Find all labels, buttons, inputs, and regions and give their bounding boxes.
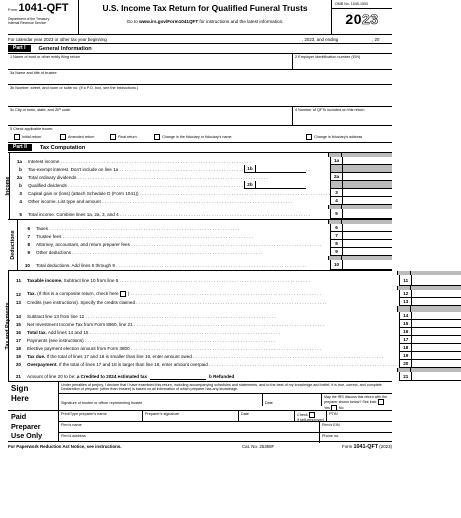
line-21b-amount[interactable]: [411, 372, 461, 381]
city-state-zip-field[interactable]: 3c City or town, state, and ZIP code: [8, 107, 293, 125]
form-title: U.S. Income Tax Return for Qualified Funeral Trusts: [102, 3, 308, 13]
fiduciary-name-change-checkbox[interactable]: Change in the fiduciary or fiduciary's name: [154, 134, 306, 140]
sign-date-field[interactable]: Date: [263, 394, 322, 406]
paid-preparer-section: [8, 411, 392, 442]
form-header: [8, 0, 392, 35]
part1-title: General Information: [38, 45, 92, 52]
instructions-link-line: Go to www.irs.gov/Form1041QFT for instructions and the latest information.: [126, 19, 284, 24]
check-boxes-label: 5 Check applicable boxes:: [10, 127, 54, 131]
line-2b-amount[interactable]: [256, 181, 306, 189]
line-12-amount[interactable]: [411, 290, 461, 298]
ptin-field[interactable]: PTIN: [329, 412, 338, 416]
line-3: 3 Capital gain or (loss) (attach Schedule D (Form 1041)) . . . 3: [10, 189, 392, 197]
line-2a: 2a Total ordinary dividends . . . 2a: [10, 173, 392, 181]
line-8: 8 Attorney, accountant, and return preparer fees . . . 8: [18, 240, 392, 248]
line-1b: b Tax-exempt interest. Don't include on line 1a . . . 1b: [10, 165, 392, 173]
street-address-field[interactable]: 3b Number, street, and room or suite no. (If a P.O. box, see the instructions.): [10, 86, 139, 90]
line-2b: b Qualified dividends . . . 2b: [10, 181, 392, 189]
line-13: 13 Credits (see instructions). Specify the credits claimed . . . 13: [9, 298, 461, 306]
line-8-amount[interactable]: [342, 240, 392, 248]
income-section: [5, 153, 392, 220]
part2-label: Part II: [8, 144, 32, 151]
line-12: 12 Tax. (If this is a composite return, check here ) . . . 12: [9, 290, 461, 298]
composite-return-checkbox[interactable]: [120, 291, 126, 297]
line-9-amount[interactable]: [342, 248, 392, 256]
line-2a-amount[interactable]: [342, 173, 392, 181]
form-footer: [8, 442, 392, 450]
line-20-amount[interactable]: [411, 360, 461, 368]
form-page: [5, 0, 409, 450]
discuss-yes-checkbox[interactable]: [378, 399, 384, 405]
form-number: 1041-QFT: [18, 2, 69, 14]
part1-header: [8, 44, 392, 54]
line-6: 6 Taxes . . . 6: [18, 224, 392, 232]
firm-address-field[interactable]: Firm's address: [59, 433, 320, 443]
tax-payments-label: Tax and Payments: [5, 302, 11, 350]
line-21: 21 Amount of line 20 to be: a Credited to 2024 estimated tax b Refunded 21: [9, 372, 461, 381]
irs-name: Internal Revenue Service: [8, 21, 47, 25]
trustee-signature-field[interactable]: Signature of trustee or officer representing trustee: [59, 394, 263, 406]
self-employed-checkbox[interactable]: Check if self-employed: [295, 411, 327, 421]
final-return-checkbox[interactable]: Final return: [110, 134, 154, 140]
amended-return-checkbox[interactable]: Amended return: [60, 134, 110, 140]
irs-discuss-box: May the IRS discuss this return with the preparer shown below? See instr. Yes No: [324, 394, 388, 410]
initial-return-checkbox[interactable]: Initial return: [14, 134, 60, 140]
line-19-amount[interactable]: [411, 352, 461, 360]
line-17-amount[interactable]: [411, 336, 461, 344]
firm-name-field[interactable]: Firm's name: [59, 422, 320, 432]
line-21a-amount[interactable]: [150, 374, 206, 380]
line-5: 5 Total income. Combine lines 1a, 2a, 3, and 4 . . . 5: [10, 209, 392, 219]
line-4-amount[interactable]: [342, 197, 392, 205]
line-18: 18 Elective payment election amount from Form 3800 . . . 18: [9, 344, 461, 352]
department: Department of the Treasury: [8, 17, 50, 21]
firm-ein-field[interactable]: Firm's EIN: [322, 423, 340, 427]
line-20: 20 Overpayment. If the total of lines 17 and 18 is larger than line 16, enter amount overpaid . . . 20: [9, 360, 461, 368]
omb-number: OMB No. 1545-1593: [332, 0, 392, 9]
line-16-amount[interactable]: [411, 328, 461, 336]
fiduciary-address-change-checkbox[interactable]: Change in fiduciary's address: [306, 134, 362, 140]
line-9: 9 Other deductions . . . 9: [18, 248, 392, 256]
line-14: 14 Subtract line 13 from line 12 . . . 14: [9, 312, 461, 320]
line-11: 11 Taxable income. Subtract line 10 from line 5 . . . 11: [9, 275, 461, 286]
line-7: 7 Trustee fees . . . 7: [18, 232, 392, 240]
phone-field[interactable]: Phone no.: [322, 434, 340, 438]
catalog-number: Cat. No. 25368F: [242, 444, 275, 449]
line-16: 16 Total tax. Add lines 14 and 15 . . . 16: [9, 328, 461, 336]
part2-title: Tax Computation: [39, 144, 86, 151]
line-1a-amount[interactable]: [342, 157, 392, 165]
deductions-section: [8, 220, 392, 271]
line-15: 15 Net Investment Income Tax from Form 8960, line 21 . . . 15: [9, 320, 461, 328]
line-10-amount[interactable]: [342, 260, 392, 270]
form-label: Form: [8, 7, 18, 12]
line-6-amount[interactable]: [342, 224, 392, 232]
line-14-amount[interactable]: [411, 312, 461, 320]
footer-form-id: Form 1041-QFT (2023): [342, 444, 392, 450]
part2-header: [8, 143, 392, 153]
instructions-link[interactable]: www.irs.gov/Form1041QFT: [139, 19, 199, 24]
preparer-signature-field[interactable]: Preparer's signature: [143, 411, 239, 421]
line-5-amount[interactable]: [342, 209, 392, 219]
line-11-amount[interactable]: [411, 275, 461, 286]
line-1a: 1a Interest income . . . 1a: [10, 157, 392, 165]
calendar-year-line: For calendar year 2023 or other tax year beginning , 2023, and ending , 20: [8, 35, 392, 44]
line-19: 19 Tax due. If the total of lines 17 and 18 is smaller than line 16, enter amount owed . . . 19: [9, 352, 461, 360]
preparer-name-field[interactable]: Print/Type preparer's name: [59, 411, 143, 421]
line-18-amount[interactable]: [411, 344, 461, 352]
deductions-label: Deductions: [9, 230, 16, 260]
perjury-statement: Under penalties of perjury, I declare that I have examined this return, including accompanying schedules and statements, and to the best of my knowledge and belief, it is true, correct, and complete. Declaration of preparer (other than trustee) is based on all information of which preparer has any knowledge.: [61, 383, 383, 392]
qft-count-field[interactable]: 4 Number of QFTs included on this return: [295, 108, 365, 112]
line-10: 10 Total deductions. Add lines 6 through 9 . . . 10: [18, 260, 392, 270]
line-7-amount[interactable]: [342, 232, 392, 240]
trust-name-field[interactable]: 1 Name of trust or other entity filing return: [8, 54, 293, 69]
tax-payments-section: [5, 271, 409, 382]
sign-here-section: [8, 382, 392, 411]
income-label: Income: [5, 176, 12, 196]
paid-preparer-label: Paid Preparer Use Only: [8, 411, 59, 441]
line-3-amount[interactable]: [342, 189, 392, 197]
line-13-amount[interactable]: [411, 298, 461, 306]
paperwork-notice: For Paperwork Reduction Act Notice, see instructions.: [8, 444, 122, 449]
form-id-block: [8, 0, 79, 34]
line-1b-amount[interactable]: [256, 165, 306, 173]
trustee-name-field[interactable]: 3a Name and title of trustee: [10, 71, 57, 75]
ein-field[interactable]: 2 Employer identification number (EIN): [295, 55, 361, 59]
sign-here-label: Sign Here: [8, 382, 59, 410]
line-15-amount[interactable]: [411, 320, 461, 328]
line-4: 4 Other income. List type and amount . . . 4: [10, 197, 392, 205]
check-boxes-row: [8, 132, 392, 143]
preparer-date-field[interactable]: Date: [239, 411, 295, 421]
line-17: 17 Payments (see instructions) . . . 17: [9, 336, 461, 344]
tax-year: 2023: [345, 11, 379, 27]
part1-label: Part I: [8, 45, 31, 52]
